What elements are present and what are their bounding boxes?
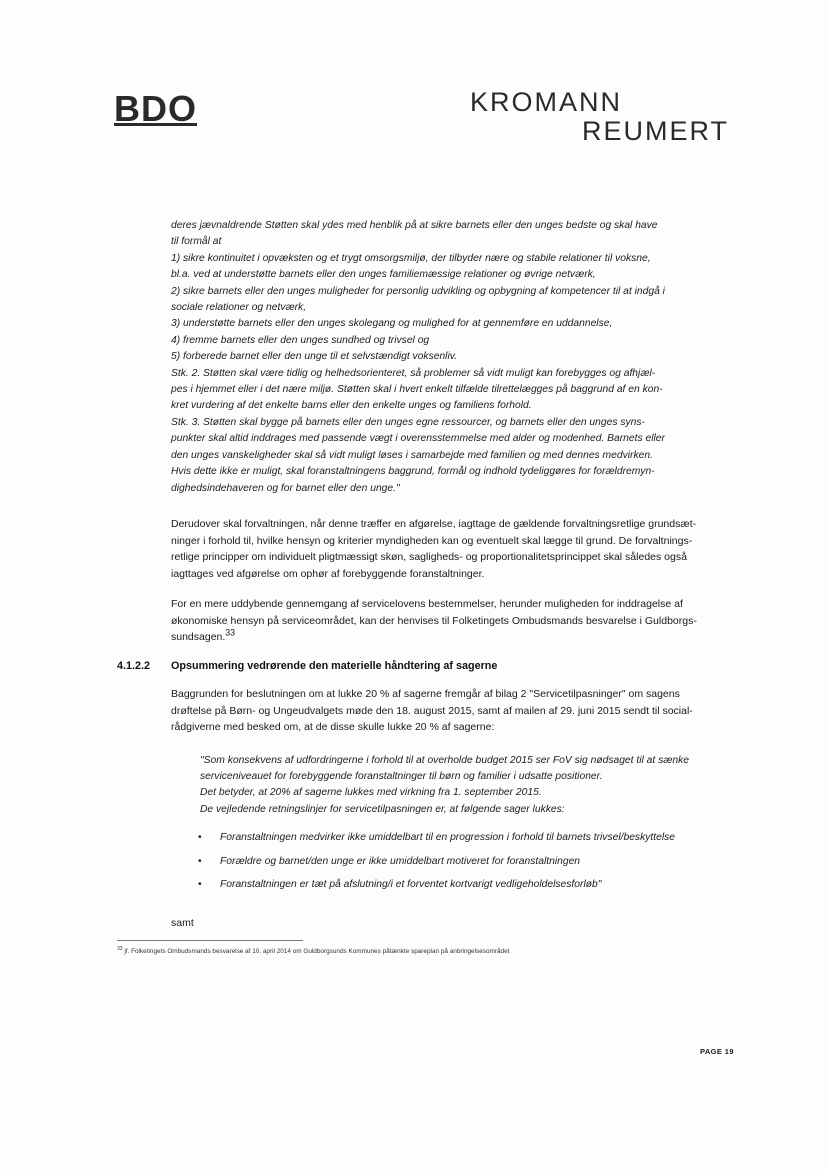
quote-line: bl.a. ved at understøtte barnets eller den unges familiemæssige relationer og øvrige netværk, (171, 269, 596, 281)
samt-text: samt (171, 917, 194, 929)
footnote-text: jf. Folketingets Ombudsmands besvarelse af 10. april 2014 om Guldborgsunds Kommunes påtænkte spareplan på anbringelsesområdet (122, 948, 510, 955)
paragraph-background (171, 686, 746, 736)
list-item: • Foranstaltningen medvirker ikke umiddelbart til en progression i forhold til barnets trivsel/beskyttelse (198, 832, 748, 856)
paragraph-text: sundsagen. (171, 631, 226, 643)
kromann-reumert-logo (470, 88, 730, 146)
quote-line: til formål at (171, 236, 222, 248)
quote-line: Stk. 3. Støtten skal bygge på barnets eller den unges egne ressourcer, og barnets eller den unges syns- (171, 416, 645, 428)
law-quote (171, 218, 746, 497)
quote-line: "Som konsekvens af udfordringerne i forhold til at overholde budget 2015 ser FoV sig nødsaget til at sænke (200, 755, 690, 766)
quote-line: pes i hjemmet eller i det nære miljø. Støtten skal i hvert enkelt tilfælde tilrettelægges på baggrund af en kon- (171, 384, 663, 396)
paragraph-line: økonomiske hensyn på serviceområdet, kan der henvises til Folketingets Ombudsmands besvarelse i Guldborgs- (171, 614, 697, 627)
paragraph-reference (171, 596, 746, 646)
quote-line: 1) sikre kontinuitet i opvæksten og et trygt omsorgsmiljø, der tilbyder nære og stabile relationer til voksne, (171, 252, 651, 264)
list-item: • Forældre og barnet/den unge er ikke umiddelbart motiveret for foranstaltningen (198, 856, 748, 880)
footnote (117, 945, 757, 955)
quote-line: serviceniveauet for forebyggende foranstaltninger til børn og familier i udsatte positioner. (200, 771, 603, 783)
footnote-ref[interactable]: 33 (225, 627, 236, 638)
quote-line: Det betyder, at 20% af sagerne lukkes med virkning fra 1. september 2015. (200, 787, 542, 799)
footnote-number: 33 (117, 945, 123, 952)
page-number: PAGE 19 (700, 1047, 734, 1056)
criteria-list (198, 832, 748, 903)
paragraph-line: For en mere uddybende gennemgang af servicelovens bestemmelser, herunder muligheden for inddragelse af (171, 598, 683, 610)
logo-line-2: REUMERT (582, 116, 730, 146)
footnote-divider (117, 940, 303, 941)
paragraph-line: Derudover skal forvaltningen, når denne træffer en afgørelse, iagttage de gældende forvaltningsretlige grundsæt- (171, 518, 697, 530)
quote-line: 3) understøtte barnets eller den unges skolegang og mulighed for at gennemføre en uddannelse, (171, 318, 613, 330)
section-heading (117, 660, 747, 672)
quote-line: deres jævnaldrende Støtten skal ydes med henblik på at sikre barnets eller den unges bedste og skal have (171, 220, 658, 231)
list-item: • Foranstaltningen er tæt på afslutning/i et forventet kortvarigt vedligeholdelsesforløb" (198, 879, 748, 903)
paragraph-line: retlige principper om individuelt pligtmæssigt skøn, sagligheds- og proportionalitetsprincippet skal således også (171, 551, 687, 563)
quote-line: 4) fremme barnets eller den unges sundhed og trivsel og (171, 334, 430, 346)
paragraph-line (171, 629, 746, 646)
email-quote (200, 753, 745, 818)
paragraph-principles (171, 516, 746, 582)
paragraph-line: drøftelse på Børn- og Ungeudvalgets møde den 18. august 2015, samt af mailen af 29. juni 2015 sendt til social- (171, 704, 693, 717)
paragraph-line: ninger i forhold til, hvilke hensyn og kriterier myndigheden kan og eventuelt skal lægge til grund. De forvaltnings- (171, 534, 693, 547)
quote-line: punkter skal altid inddrages med passende vægt i overensstemmelse med alder og modenhed. Barnets eller (171, 433, 665, 445)
section-title: Opsummering vedrørende den materielle håndtering af sagerne (171, 660, 498, 672)
section-number: 4.1.2.2 (117, 660, 151, 672)
paragraph-line: Baggrunden for beslutningen om at lukke 20 % af sagerne fremgår af bilag 2 "Servicetilpasninger" om sagens (171, 688, 680, 700)
quote-line: kret vurdering af det enkelte barns eller den enkelte unges og familiens forhold. (171, 400, 532, 412)
bdo-logo: BDO (114, 88, 197, 129)
quote-line: 5) forberede barnet eller den unge til et selvstændigt voksenliv. (171, 351, 457, 363)
paragraph-line: iagttages ved afgørelse om ophør af forebyggende foranstaltninger. (171, 567, 485, 580)
quote-line: Stk. 2. Støtten skal være tidlig og helhedsorienteret, så problemer så vidt muligt kan forebygges og afhjæl- (171, 367, 656, 379)
quote-line: dighedsindehaveren og for barnet eller den unge." (171, 482, 400, 494)
quote-line: sociale relationer og netværk, (171, 302, 307, 314)
quote-line: Hvis dette ikke er muligt, skal foranstaltningens baggrund, formål og indhold tydeliggøres for forældremyn- (171, 466, 655, 478)
logo-line-1: KROMANN (470, 87, 623, 117)
quote-line: 2) sikre barnets eller den unges muligheder for personlig udvikling og opbygning af kompetencer til at indgå i (171, 285, 665, 297)
quote-line: De vejledende retningslinjer for servicetilpasningen er, at følgende sager lukkes: (200, 803, 565, 815)
paragraph-line: rådgiverne med besked om, at de disse skulle lukke 20 % af sagerne: (171, 721, 495, 733)
quote-line: den unges vanskeligheder skal så vidt muligt løses i samarbejde med familien og med dennes medvirken. (171, 449, 653, 461)
